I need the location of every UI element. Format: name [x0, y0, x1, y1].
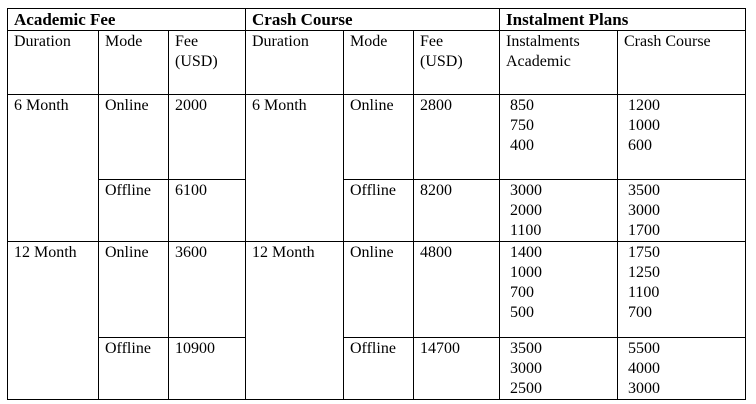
mode-cell: Online — [99, 95, 169, 180]
crash-duration-header: Duration — [246, 31, 344, 95]
instalment-amount: 1250 — [628, 264, 660, 281]
fee-label: Fee — [420, 33, 444, 50]
instalment-amount: 2000 — [510, 202, 542, 219]
fee-cell: 10900 — [169, 338, 246, 400]
instalment-amount: 3500 — [628, 182, 660, 199]
instalment-amount: 500 — [510, 304, 534, 321]
fee-cell: 8200 — [414, 180, 500, 242]
instalment-amount: 1100 — [510, 222, 542, 239]
academic-fee-col-header — [169, 31, 246, 95]
instalment-amount: 1750 — [628, 244, 660, 261]
fee-cell: 2000 — [169, 95, 246, 180]
plan-crash-cell — [618, 180, 746, 242]
instalment-amount: 4000 — [628, 360, 660, 377]
instalment-amount: 1000 — [628, 117, 660, 134]
academic-label: Academic — [506, 53, 571, 70]
instalment-amount: 3500 — [510, 340, 542, 357]
instalment-plans-header: Instalment Plans — [500, 9, 746, 31]
instalments-academic-header — [500, 31, 618, 95]
instalment-amount: 2500 — [510, 380, 542, 397]
fee-table — [7, 8, 746, 400]
mode-cell: Online — [344, 95, 414, 180]
academic-duration-6-month: 6 Month — [8, 95, 99, 242]
academic-duration-12-month: 12 Month — [8, 242, 99, 400]
instalment-amount: 1100 — [628, 284, 660, 301]
fee-cell: 3600 — [169, 242, 246, 338]
fee-cell: 6100 — [169, 180, 246, 242]
instalment-amount: 700 — [628, 304, 652, 321]
mode-cell: Offline — [344, 338, 414, 400]
fee-cell: 4800 — [414, 242, 500, 338]
instalment-amount: 1700 — [628, 222, 660, 239]
instalment-amount: 5500 — [628, 340, 660, 357]
instalment-amount: 3000 — [628, 380, 660, 397]
instalment-amount: 700 — [510, 284, 534, 301]
fee-unit: (USD) — [175, 53, 218, 70]
plan-academic-cell — [500, 242, 618, 338]
plan-crash-cell — [618, 242, 746, 338]
mode-cell: Offline — [99, 180, 169, 242]
plan-crash-cell — [618, 338, 746, 400]
instalment-amount: 1000 — [510, 264, 542, 281]
instalment-amount: 850 — [510, 97, 534, 114]
instalment-amount: 750 — [510, 117, 534, 134]
fee-label: Fee — [175, 33, 199, 50]
academic-duration-header: Duration — [8, 31, 99, 95]
mode-cell: Online — [99, 242, 169, 338]
plan-academic-cell — [500, 95, 618, 180]
instalments-crash-header: Crash Course — [618, 31, 746, 95]
crash-mode-header: Mode — [344, 31, 414, 95]
plan-crash-cell — [618, 95, 746, 180]
crash-duration-6-month: 6 Month — [246, 95, 344, 242]
crash-duration-12-month: 12 Month — [246, 242, 344, 400]
academic-mode-header: Mode — [99, 31, 169, 95]
mode-cell: Offline — [344, 180, 414, 242]
academic-fee-header: Academic Fee — [8, 9, 246, 31]
fee-unit: (USD) — [420, 53, 463, 70]
instalment-amount: 3000 — [510, 182, 542, 199]
fee-cell: 2800 — [414, 95, 500, 180]
plan-academic-cell — [500, 180, 618, 242]
instalment-amount: 3000 — [510, 360, 542, 377]
instalments-label: Instalments — [506, 33, 580, 50]
plan-academic-cell — [500, 338, 618, 400]
instalment-amount: 600 — [628, 137, 652, 154]
instalment-amount: 400 — [510, 137, 534, 154]
mode-cell: Online — [344, 242, 414, 338]
instalment-amount: 1400 — [510, 244, 542, 261]
crash-fee-col-header — [414, 31, 500, 95]
instalment-amount: 3000 — [628, 202, 660, 219]
mode-cell: Offline — [99, 338, 169, 400]
instalment-amount: 1200 — [628, 97, 660, 114]
crash-course-header: Crash Course — [246, 9, 500, 31]
fee-cell: 14700 — [414, 338, 500, 400]
